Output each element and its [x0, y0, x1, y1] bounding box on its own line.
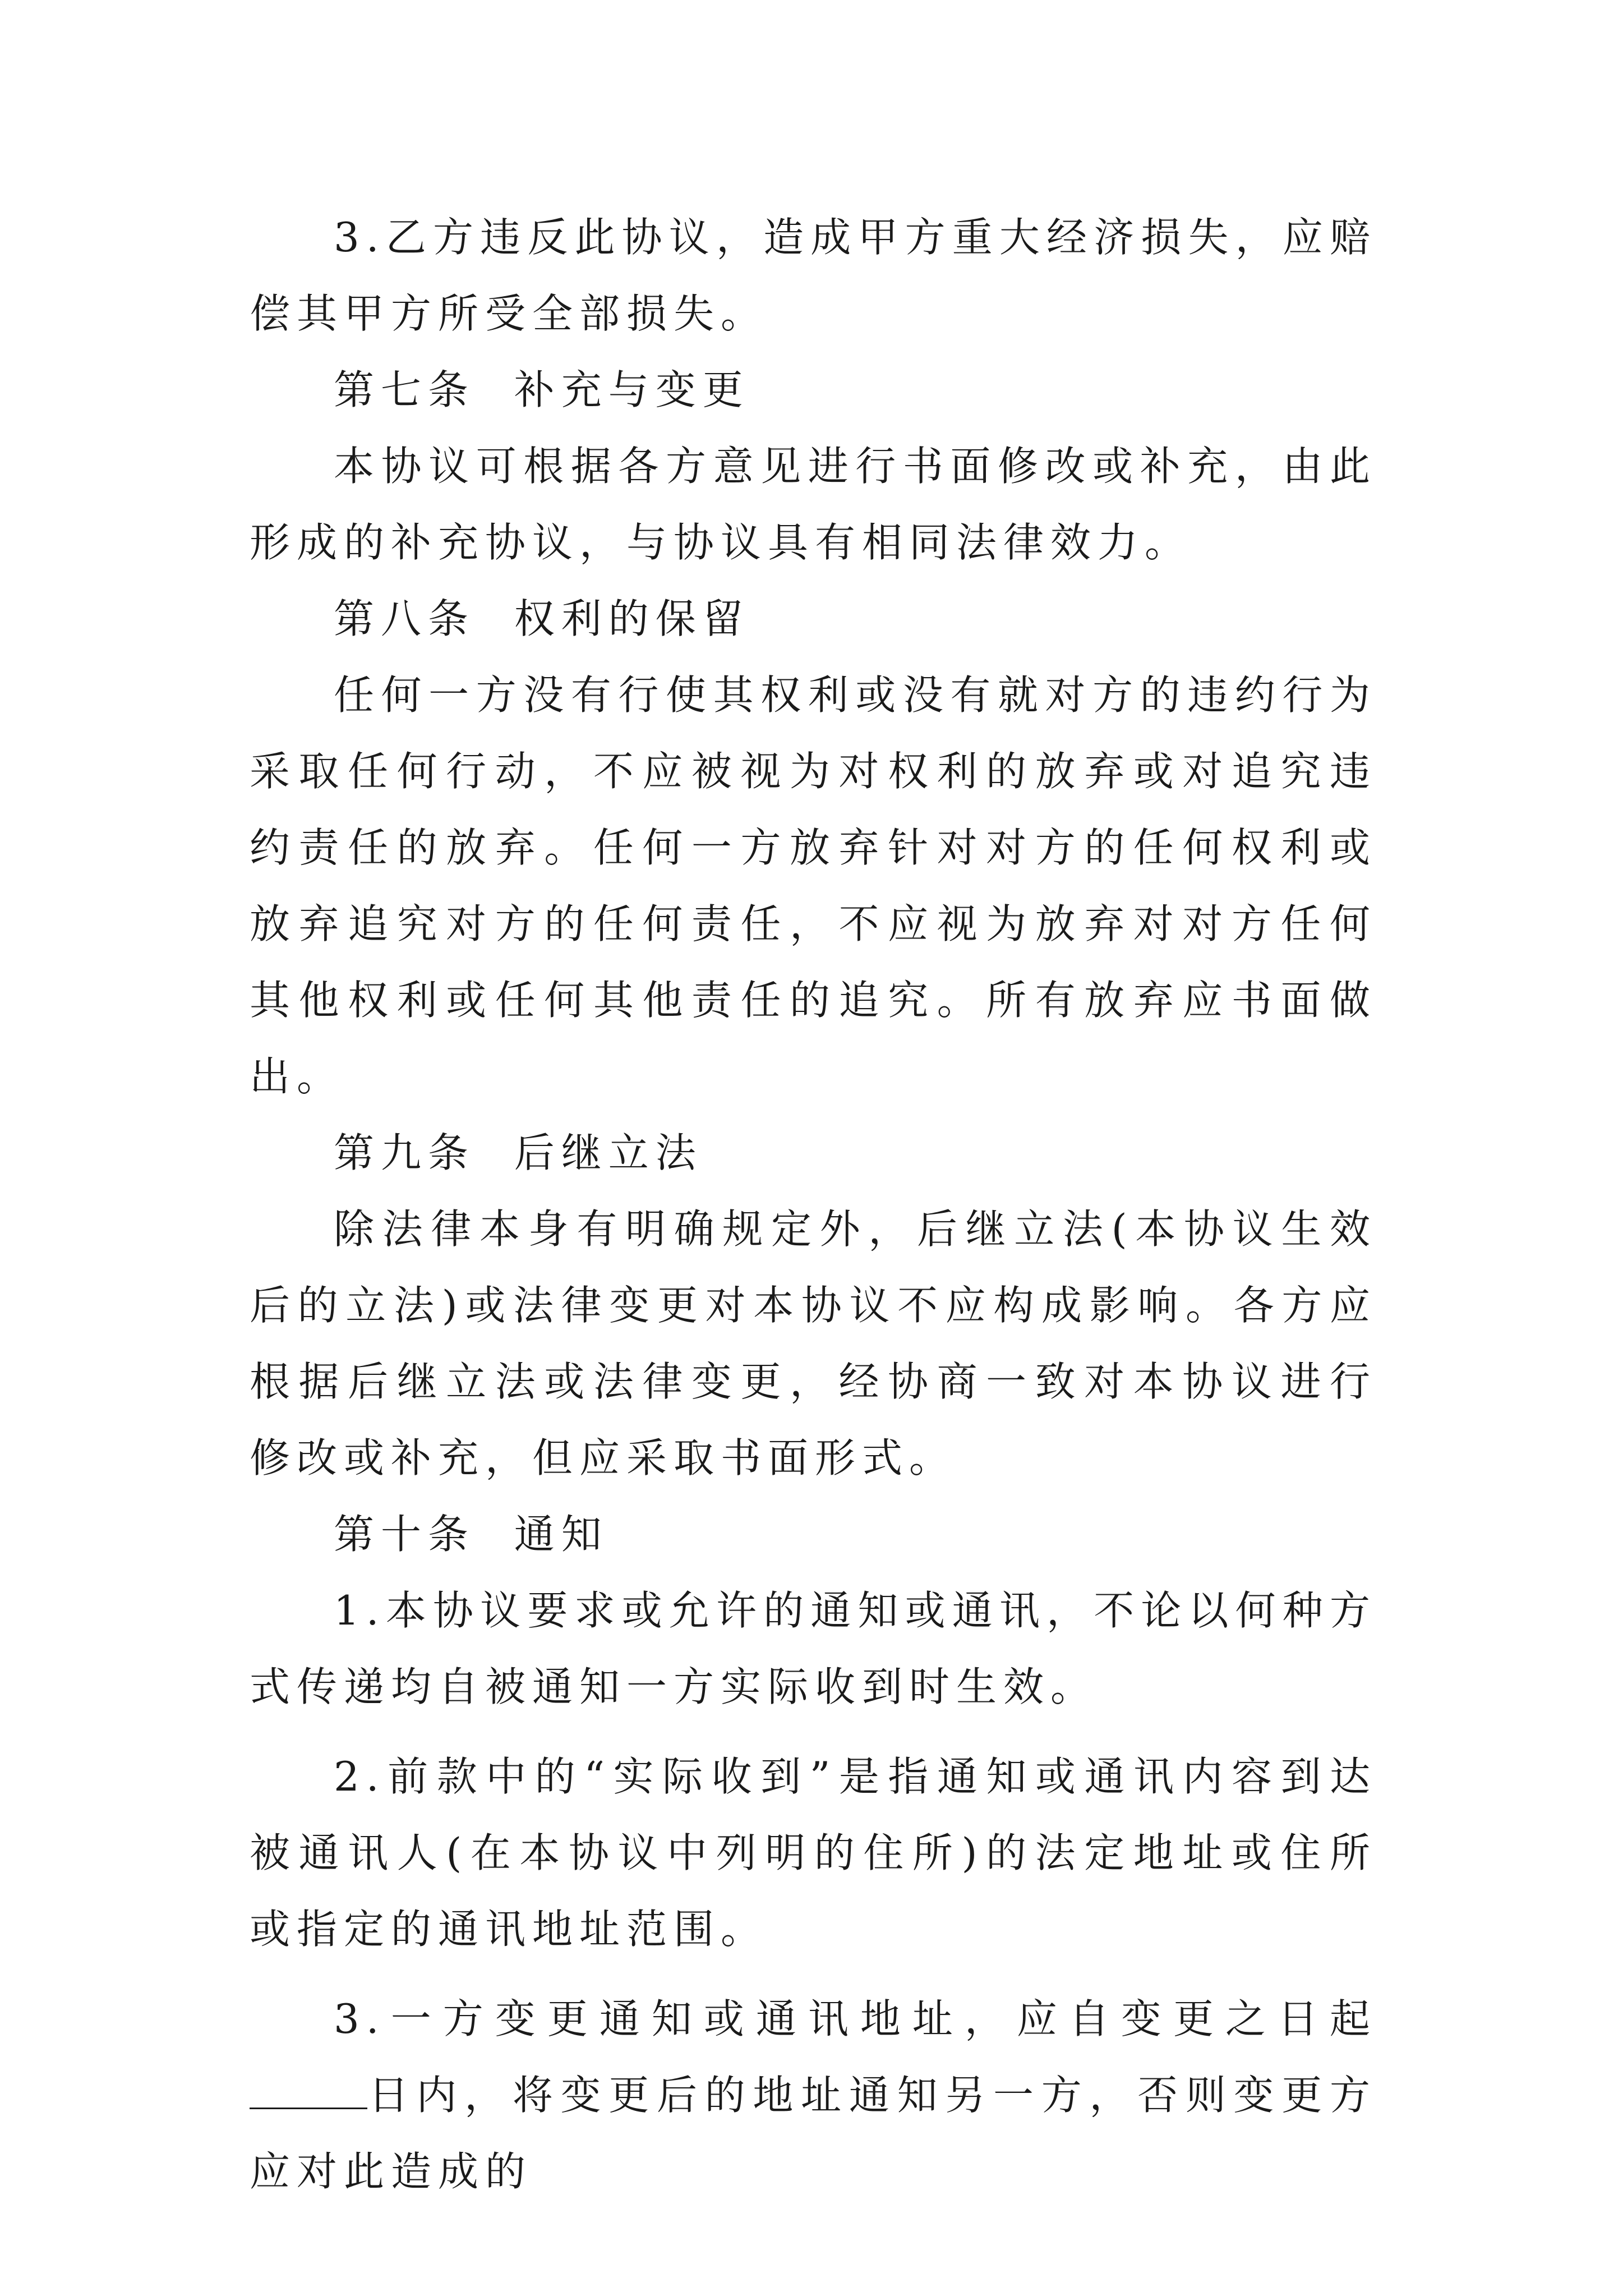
- article-10-item-3: [250, 1981, 1377, 2210]
- fill-in-blank-days: [250, 2074, 367, 2109]
- article-10-item-1: 1.本协议要求或允许的通知或通讯，不论以何种方式传递均自被通知一方实际收到时生效。: [250, 1587, 1377, 1710]
- article-10-heading: 第十条 通知: [334, 1511, 608, 1558]
- article-9-heading: 第九条 后继立法: [334, 1129, 703, 1176]
- item-3-text-after-blank: 日内，将变更后的地址通知另一方，否则变更方应对此造成的: [250, 2072, 1377, 2195]
- article-9-body: 除法律本身有明确规定外，后继立法(本协议生效后的立法)或法律变更对本协议不应构成影响。各方应根据后继立法或法律变更，经协商一致对本协议进行修改或补充，但应采取书面形式。: [250, 1205, 1377, 1481]
- article-10-item-2: 2.前款中的“实际收到”是指通知或通讯内容到达被通讯人(在本协议中列明的住所)的法定地址或住所或指定的通讯地址范围。: [250, 1753, 1377, 1953]
- item-3-text-before-blank: 3.一方变更通知或通讯地址，应自变更之日起: [334, 1995, 1377, 2042]
- article-7-body: 本协议可根据各方意见进行书面修改或补充，由此形成的补充协议，与协议具有相同法律效力。: [250, 443, 1377, 566]
- breach-clause-item-3: 3.乙方违反此协议，造成甲方重大经济损失，应赔偿其甲方所受全部损失。: [250, 214, 1377, 337]
- article-8-body: 任何一方没有行使其权利或没有就对方的违约行为采取任何行动，不应被视为对权利的放弃或对追究违约责任的放弃。任何一方放弃针对对方的任何权利或放弃追究对方的任何责任，不应视为放弃对对方任何其他权利或任何其他责任的追究。所有放弃应书面做出。: [250, 671, 1377, 1100]
- article-8-heading: 第八条 权利的保留: [334, 595, 750, 642]
- document-body: [250, 199, 1377, 2210]
- article-7-heading: 第七条 补充与变更: [334, 366, 750, 413]
